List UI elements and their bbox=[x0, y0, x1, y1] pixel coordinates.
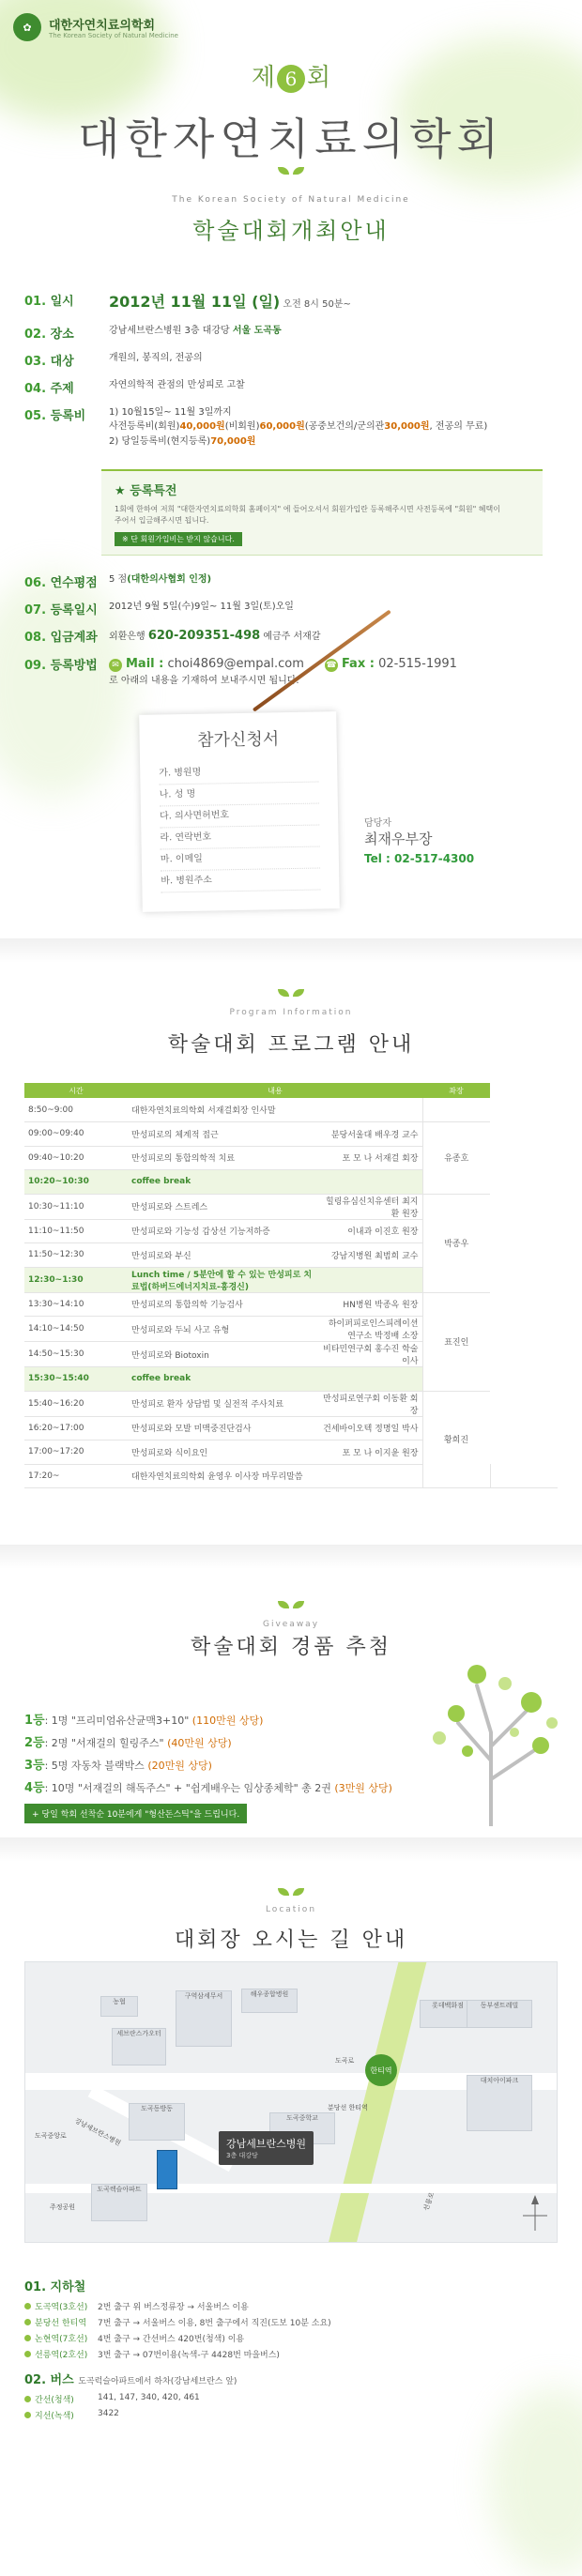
contact-tel[interactable]: Tel : 02-517-4300 bbox=[364, 852, 475, 865]
row-time: 09:00~09:40 bbox=[24, 1122, 128, 1147]
giveaway-en-title: Giveaway bbox=[262, 1620, 320, 1629]
edition-label: 제 6 회 bbox=[251, 64, 331, 92]
row-topic: 대한자연치료의학회 윤영우 이사장 마무리말씀 bbox=[128, 1464, 318, 1488]
compass-icon bbox=[519, 2193, 551, 2234]
info-row-topic: 04. 주제 자연의학적 관점의 만성피로 고찰 bbox=[24, 379, 245, 396]
row-topic: 만성피로의 체계적 접근 bbox=[128, 1122, 318, 1147]
row-speaker: 포 모 나 서재걸 회장 bbox=[318, 1146, 422, 1170]
email-link[interactable]: choi4869@empal.com bbox=[167, 657, 304, 672]
row-speaker bbox=[318, 1367, 422, 1392]
program-section bbox=[0, 963, 582, 1545]
map-building: 농협 bbox=[100, 1996, 138, 2017]
row-speaker bbox=[318, 1170, 422, 1195]
program-en-title: Program Information bbox=[229, 1008, 353, 1017]
org-name-en: The Korean Society of Natural Medicine bbox=[49, 31, 178, 39]
row-speaker: 분당서울대 배우경 교수 bbox=[318, 1122, 422, 1147]
giveaway-section bbox=[0, 1569, 582, 1837]
divider bbox=[0, 1545, 582, 1569]
leaf-icon bbox=[0, 167, 582, 177]
map-building: 동부센트레빌 bbox=[467, 2000, 532, 2028]
program-table bbox=[24, 1083, 558, 1488]
row-time: 15:40~16:20 bbox=[24, 1391, 128, 1416]
map-building: 대치아이파크 bbox=[467, 2075, 532, 2131]
row-speaker: HN병원 박종옥 원장 bbox=[318, 1292, 422, 1317]
row-topic: 만성피로와 부신 bbox=[128, 1243, 318, 1268]
col-content: 내용 bbox=[128, 1083, 422, 1098]
leaf-icon bbox=[0, 1888, 582, 1898]
registration-benefit-box: ★ 등록특전 1회에 한하여 저희 "대한자연치료의학회 홈페이지" 에 들어오셔서 회원가입란 등록해주시면 사전등록에 "회원" 혜택이 주어서 입금해주시면 됩니다. ※ 단 회원가입비는 받지 않습니다. bbox=[101, 469, 543, 556]
row-time: 11:50~12:30 bbox=[24, 1243, 128, 1268]
contact-person: 담당자 최재우부장 Tel : 02-517-4300 bbox=[364, 818, 475, 865]
row-chair bbox=[490, 1464, 558, 1488]
info-list-2: 06. 연수평점 5 점(대한의사협회 인정) 07. 등록일시 2012년 9월 5일(수)9일~ 11월 3일(토)오일 08. 입금계좌 외환은행 620-209351-498 예금주 서재갈 09. 등록방법 ✉ Mail : choi4869@empal.com ☎ Fax : 02-515-1991 로 아래의 내용을 기재하여 보내주시면 됩니다. bbox=[24, 574, 457, 687]
row-topic: 만성피로와 식이요인 bbox=[128, 1440, 318, 1465]
row-speaker: 만성피로연구회 이동환 회장 bbox=[318, 1391, 422, 1416]
subtitle-ko: 학술대회개최안내 bbox=[192, 218, 390, 244]
account-number: 620-209351-498 bbox=[147, 629, 261, 643]
page-title: 대한자연치료의학회 bbox=[78, 114, 504, 164]
row-time: 17:20~ bbox=[24, 1464, 128, 1488]
map-building: 롯데백화점 bbox=[420, 2000, 476, 2028]
table-row bbox=[24, 1122, 558, 1147]
row-topic: 만성피로의 통합의학적 치료 bbox=[128, 1146, 318, 1170]
map-building: 해우종합병원 bbox=[241, 1989, 298, 2013]
row-topic: 만성피로 환자 상담법 및 실전적 주사치료 bbox=[128, 1391, 318, 1416]
prize-3: 3등: 5명 자동차 블랙박스 (20만원 상당) bbox=[24, 1759, 212, 1773]
mail-icon: ✉ bbox=[109, 659, 122, 672]
row-topic: 만성피로의 통합의학 기능검사 bbox=[128, 1292, 318, 1317]
map-building: 도곡중학교 bbox=[269, 2112, 335, 2144]
row-speaker: 건세바이오텍 정명일 박사 bbox=[318, 1416, 422, 1440]
divider bbox=[0, 1837, 582, 1862]
station-marker: 한티역 bbox=[365, 2054, 397, 2086]
map-building: 구역삼세무서 bbox=[176, 1990, 232, 2047]
row-topic: 대한자연치료의학회 서재걸회장 인사말 bbox=[128, 1098, 318, 1122]
row-topic: coffee break bbox=[128, 1170, 318, 1195]
directions: 01. 지하철 도곡역(3호선) 2번 출구 위 버스정류장 → 서울버스 이용 분당선 한티역 7번 출구 → 서울버스 이용, 8번 출구에서 직진(도보 10분 소요) 논현역(7호선) 4번 출구 → 간선버스 420번(청색) 이용 선릉역(2호선) 3번 출구 → 07번이용(녹색-구 4428번 마을버스) 02. 버스 도곡럭슬아파트에서 하차(강남세브란스 앞) 간선(청색) 141, 147, 340, 420, 461 지선(녹색) 3422 bbox=[24, 2277, 558, 2425]
table-row bbox=[24, 1098, 558, 1122]
row-topic: coffee break bbox=[128, 1367, 318, 1392]
row-topic: Lunch time / 5분안에 할 수 있는 만성피로 치료법(하버드에너지치료-홍경신) bbox=[128, 1267, 318, 1292]
info-list bbox=[24, 291, 559, 458]
row-topic: 만성피로와 기능성 갑상선 기능저하증 bbox=[128, 1219, 318, 1243]
row-speaker bbox=[318, 1098, 422, 1122]
row-time: 14:50~15:30 bbox=[24, 1342, 128, 1367]
row-speaker bbox=[318, 1267, 422, 1292]
org-logo bbox=[13, 13, 178, 41]
edition-number: 6 bbox=[277, 65, 305, 93]
info-row-target: 03. 대상 개원의, 봉직의, 전공의 bbox=[24, 352, 203, 369]
event-info-section bbox=[0, 0, 582, 938]
row-time: 13:30~14:10 bbox=[24, 1292, 128, 1317]
row-time: 16:20~17:00 bbox=[24, 1416, 128, 1440]
prize-4: 4등: 10명 "서재걸의 해독주스" + "쉽게배우는 임상종체학" 총 2권 (3만원 상당) bbox=[24, 1781, 392, 1795]
bus-heading: 02. 버스 도곡럭슬아파트에서 하차(강남세브란스 앞) bbox=[24, 2373, 237, 2387]
row-speaker bbox=[318, 1464, 422, 1488]
row-time: 17:00~17:20 bbox=[24, 1440, 128, 1465]
location-en-title: Location bbox=[265, 1905, 317, 1914]
row-time: 10:30~11:10 bbox=[24, 1194, 128, 1219]
subway-heading: 01. 지하철 bbox=[24, 2280, 86, 2294]
row-time: 12:30~1:30 bbox=[24, 1267, 128, 1292]
subtitle-en: The Korean Society of Natural Medicine bbox=[172, 195, 410, 205]
row-chair: 황희진 bbox=[422, 1391, 490, 1488]
map-building: 세브란스가오터 bbox=[112, 2028, 166, 2065]
giveaway-title: 학술대회 경품 추첨 bbox=[190, 1636, 391, 1659]
program-title: 학술대회 프로그램 안내 bbox=[167, 1033, 415, 1057]
row-speaker: 강남지병원 최범희 교수 bbox=[318, 1243, 422, 1268]
col-time: 시간 bbox=[24, 1083, 128, 1098]
row-chair: 표진인 bbox=[422, 1292, 490, 1391]
application-form: 참가신청서 가. 병원명 나. 성 명 다. 의사면허번호 라. 연락번호 마. 이메일 바. 병원주소 bbox=[139, 711, 340, 912]
map-building: 도곡렉슬아파트 bbox=[91, 2184, 147, 2221]
logo-icon: ✿ bbox=[13, 13, 41, 41]
table-row bbox=[24, 1194, 558, 1219]
hospital-callout: 강남세브란스병원 3층 대강당 bbox=[219, 2131, 314, 2165]
location-title: 대회장 오시는 길 안내 bbox=[174, 1928, 408, 1952]
row-topic: 만성피로와 Biotoxin bbox=[128, 1342, 318, 1367]
row-chair: 박종우 bbox=[422, 1194, 490, 1292]
row-topic: 만성피로와 두뇌 사고 유형 bbox=[128, 1317, 318, 1342]
event-date: 2012년 11월 11일 (일) bbox=[109, 293, 281, 311]
location-section bbox=[0, 1862, 582, 2576]
row-speaker: 이내과 이진호 원장 bbox=[318, 1219, 422, 1243]
location-map[interactable]: 농협 구역삼세무서 세브란스가오터 해우종합병원 도곡로 강남세브란스병원 도곡동방동 도곡중앙로 도곡렉슬아파트 도곡중학교 분당선 한티역 대치아이파크 롯데백화점 동부센트레빌 선릉로 주정공원 한티역 강남세브란스병원 3층 대강당 bbox=[24, 1961, 558, 2243]
row-chair bbox=[422, 1098, 490, 1122]
col-chair: 좌장 bbox=[422, 1083, 490, 1098]
info-row-date: 01. 일시 2012년 11월 11일 (일) 오전 8시 50분~ bbox=[24, 293, 351, 311]
hospital-building-icon bbox=[157, 2150, 177, 2189]
leaf-icon bbox=[0, 989, 582, 999]
row-speaker: 비타민연구회 홍수진 학술이사 bbox=[318, 1342, 422, 1367]
row-speaker: 하이퍼피로인스피레이션연구소 박정배 소장 bbox=[318, 1317, 422, 1342]
row-time: 15:30~15:40 bbox=[24, 1367, 128, 1392]
divider bbox=[0, 938, 582, 963]
star-icon: ★ bbox=[115, 484, 126, 498]
row-time: 14:10~14:50 bbox=[24, 1317, 128, 1342]
fax-icon: ☎ bbox=[326, 661, 337, 671]
row-time: 11:10~11:50 bbox=[24, 1219, 128, 1243]
tree-icon bbox=[411, 1620, 571, 1826]
row-time: 09:40~10:20 bbox=[24, 1146, 128, 1170]
row-speaker: 포 모 나 이지윤 원장 bbox=[318, 1440, 422, 1465]
row-topic: 만성피로와 모발 미맥중진단검사 bbox=[128, 1416, 318, 1440]
row-speaker: 힐링유심신치유센터 최지환 원장 bbox=[318, 1194, 422, 1219]
row-time: 8:50~9:00 bbox=[24, 1098, 128, 1122]
info-row-fee: 05. 등록비 1) 10월15일~ 11월 3일까지 사전등록비(회원)40,000원(비회원)60,000원(공중보건의/군의관30,000원, 전공의 무료) 2) 당일등록비(현지등록)70,000원 bbox=[24, 406, 488, 447]
prize-2: 2등: 2명 "서재걸의 힐링주스" (40만원 상당) bbox=[24, 1736, 232, 1750]
row-time: 10:20~10:30 bbox=[24, 1170, 128, 1195]
giveaway-tag: + 당일 학회 선착순 10분에게 "형산돈스틱"을 드립니다. bbox=[24, 1804, 247, 1823]
org-name-ko: 대한자연치료의학회 bbox=[49, 18, 156, 33]
notice-tag: ※ 단 회원가입비는 받지 않습니다. bbox=[115, 532, 242, 546]
prize-1: 1등: 1명 "프리미엄유산균맥3+10" (110만원 상당) bbox=[24, 1714, 264, 1728]
leaf-icon bbox=[0, 1601, 582, 1611]
table-row bbox=[24, 1292, 558, 1317]
info-row-place: 02. 장소 강남세브란스병원 3층 대강당 서울 도곡동 bbox=[24, 325, 282, 342]
row-chair: 유종호 bbox=[422, 1122, 490, 1195]
table-row bbox=[24, 1391, 558, 1416]
row-topic: 만성피로와 스트레스 bbox=[128, 1194, 318, 1219]
map-building: 도곡동방동 bbox=[129, 2103, 185, 2141]
